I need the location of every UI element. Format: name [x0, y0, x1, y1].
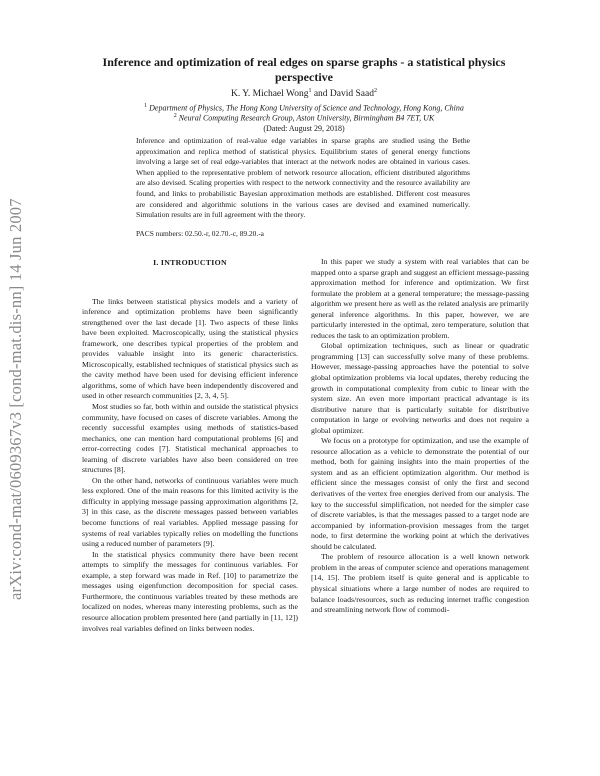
paragraph: We focus on a prototype for optimization, and use the example of resource allocation as a vehicle to demonstrate the potential of our method, both for gaining insights into the main properties of the system and as an efficient optimization algorithm. Our method is efficient since the messages consist of only the first and second derivatives of the vertex free energies derived from our analysis. The key to the successful simplification, not needed for the simpler case of discrete variables, is that the messages passed to a target node are accompanied by information-provision messages from the target node, to first determine the working point at which the derivatives should be calculated.	[311, 436, 529, 551]
abstract: Inference and optimization of real-value edge variables in sparse graphs are studied using the Bethe approximation and replica method of statistical physics. Equilibrium states of general energy functions involving a large set of real edge-variables that interact at the network nodes are obtained in various cases. When applied to the representative problem of network resource allocation, efficient distributed algorithms are also devised. Scaling properties with respect to the network connectivity and the resource availability are found, and links to probabilistic Bayesian approximation methods are established. Different cost measures are considered and algorithmic solutions in the various cases are devised and examined numerically. Simulation results are in full agreement with the theory.	[136, 136, 470, 220]
paragraph: In this paper we study a system with real variables that can be mapped onto a sparse graph and suggest an efficient message-passing approximation method for inference and optimization. We first formulate the problem at a general temperature; the message-passing algorithm we present here as well as the related analysis are primarily general inference algorithms. In this paper, however, we are particularly interested in the optimal, zero temperature, solution that reduces the task to an optimization problem.	[311, 257, 529, 340]
affiliation-2	[80, 111, 528, 124]
affiliation-1-mark: 1	[144, 103, 148, 109]
author-line	[80, 88, 528, 99]
dated-line: (Dated: August 29, 2018)	[263, 124, 345, 133]
left-column	[82, 255, 298, 634]
paragraph: Most studies so far, both within and outside the statistical physics community, have focused on cases of discrete variables. Among the recently successful examples using methods of statistics-based mechanics, one can mention hard computational problems [6] and error-correcting codes [7]. Statistical mechanical approaches to learning of discrete variables have also been considered on tree structures [8].	[82, 402, 298, 475]
author-2-mark: 2	[373, 88, 377, 94]
pacs-numbers: PACS numbers: 02.50.-r, 02.70.-c, 89.20.-a	[136, 229, 264, 238]
right-column	[311, 257, 529, 616]
paragraph: The links between statistical physics models and a variety of inference and optimization problems have been significantly strengthened over the last decade [1]. Two aspects of these links have been exploited. Macroscopically, using the statistical physics framework, one describes typical properties of the problem and provides valuable insight into its generic characteristics. Microscopically, established techniques of statistical physics such as the cavity method have been used for devising efficient inference algorithms, some of which have been independently discovered and used in other research communities [2, 3, 4, 5].	[82, 296, 298, 401]
arxiv-stamp: arXiv:cond-mat/0609367v3 [cond-mat.dis-nn] 14 Jun 2007	[6, 198, 25, 600]
paper-title: Inference and optimization of real edges on sparse graphs - a statistical physics perspective	[102, 55, 506, 84]
section-heading: I. INTRODUCTION	[153, 258, 227, 267]
affiliation-2-mark: 2	[173, 113, 177, 119]
paragraph: On the other hand, networks of continuous variables were much less explored. One of the main reasons for this limited activity is the difficulty in applying message passing approximation algorithms [2, 3] in this case, as the discrete messages passed between variables become functions of real variables. Applied message passing for systems of real variables typically relies on modelling the functions using a reduced number of parameters [9].	[82, 475, 298, 549]
paragraph: Global optimization techniques, such as linear or quadratic programming [13] can successfully solve many of these problems. However, message-passing approaches have the potential to solve global optimization problems via local updates, thereby reducing the growth in computational complexity from cubic to linear with the system size. An even more important practical advantage is its distributive nature that is particularly suitable for distributive computation in large or evolving networks and does not require a global optimizer.	[311, 341, 529, 435]
author-2: and David Saad	[311, 89, 374, 100]
affiliation-1-text: Department of Physics, The Hong Kong University of Science and Technology, Hong Kong, China	[149, 103, 464, 113]
author-1-mark: 1	[308, 88, 312, 94]
author-1: K. Y. Michael Wong	[231, 89, 309, 100]
paragraph: The problem of resource allocation is a well known network problem in the areas of computer science and operations management [14, 15]. The problem itself is quite general and is applicable to physical situations where a large number of nodes are required to balance loads/resources, such as reducing internet traffic congestion and streamlining network flow of commodi-	[311, 552, 529, 615]
affiliation-2-text: Neural Computing Research Group, Aston University, Birmingham B4 7ET, UK	[178, 113, 435, 123]
paragraph: In the statistical physics community there have been recent attempts to simplify the messages for continuous variables. For example, a step forward was made in Ref. [10] to parametrize the messages using eigenfunction decomposition for special cases. Furthermore, the continuous variables treated by these methods are localized on nodes, whereas many interesting problems, such as the resource allocation problem presented here (and partially in [11, 12]) involves real variables defined on links between nodes.	[82, 549, 298, 633]
